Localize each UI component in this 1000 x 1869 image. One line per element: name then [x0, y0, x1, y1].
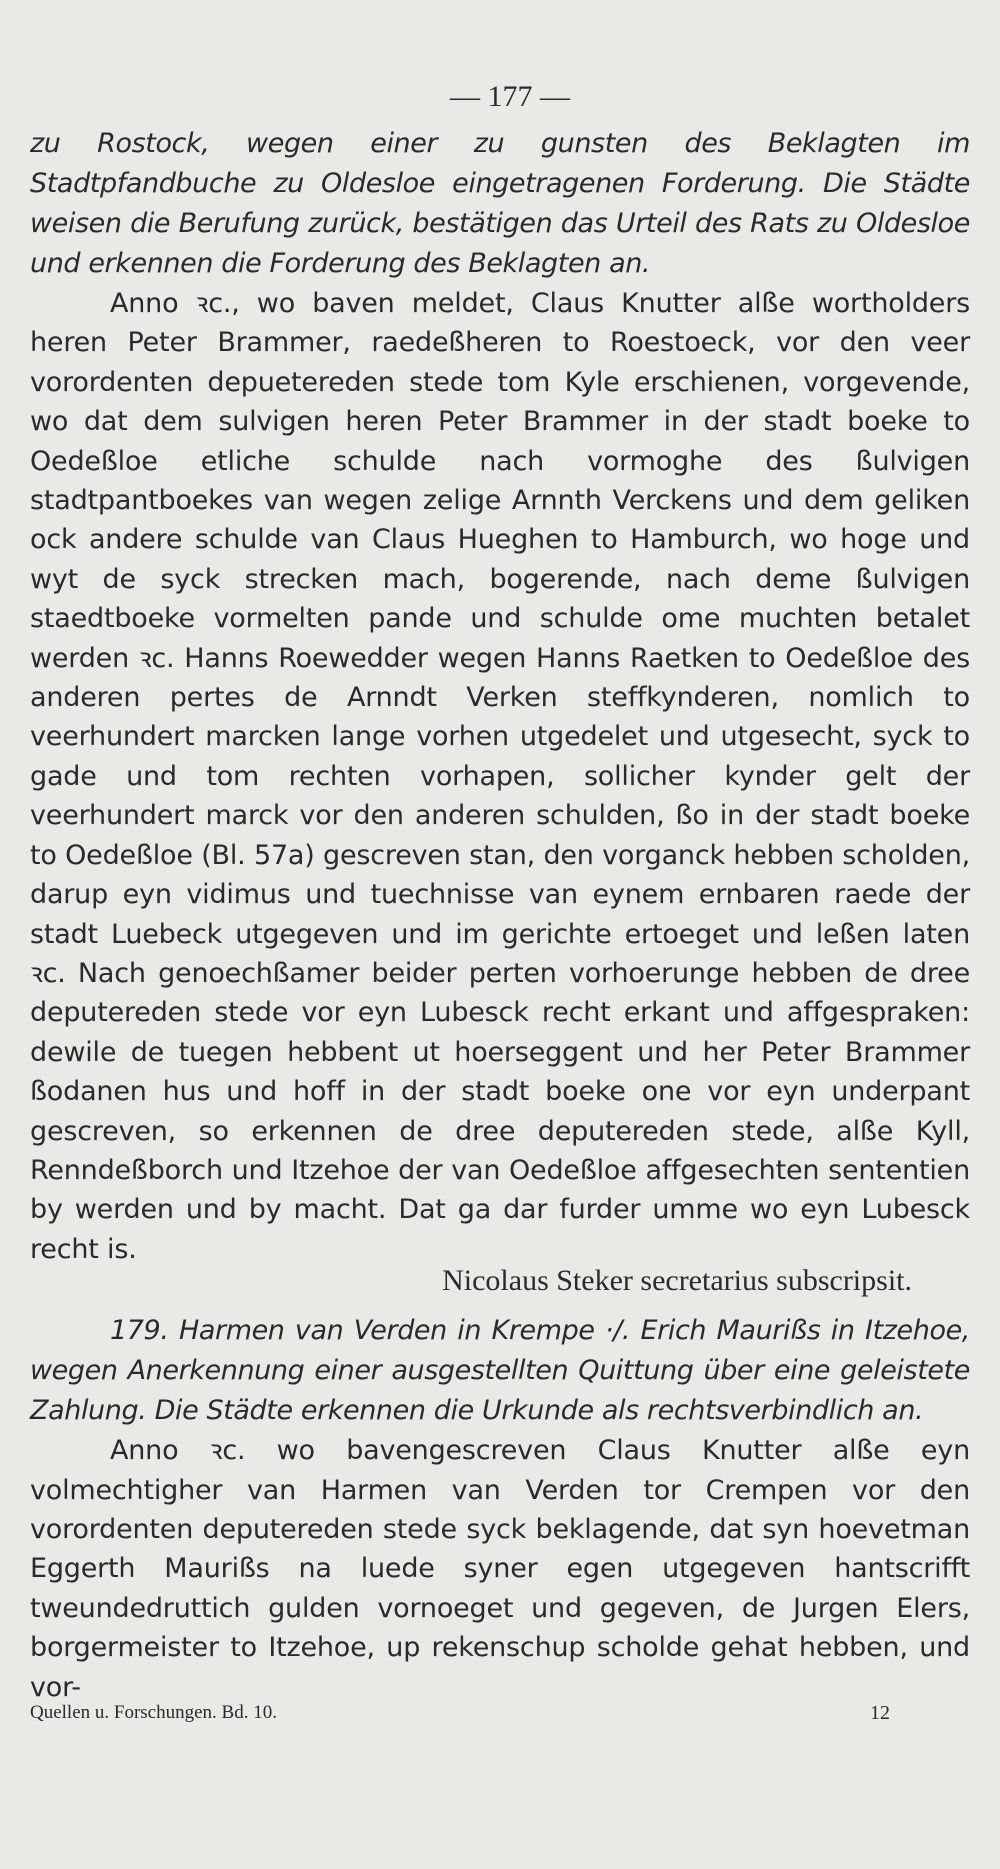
signature: Nicolaus Steker secretarius subscripsit.	[442, 1264, 912, 1298]
entry-178-summary: zu Rostock, wegen einer zu gunsten des Beklagten im Stadtpfandbuche zu Oldesloe eingetragenen Forderung. Die Städte weisen die Berufung zurück, bestätigen das Urteil des Rats zu Oldesloe und erkennen die Forderung des Beklagten an.	[30, 128, 970, 279]
footer-source: Quellen u. Forschungen. Bd. 10.	[30, 1702, 277, 1723]
entry-179-summary: 179. Harmen van Verden in Krempe ·/. Erich Maurißs in Itzehoe, wegen Anerkennung einer ausgestellten Quittung über eine geleistete Zahlung. Die Städte erkennen die Urkunde als rechtsverbindlich an.	[30, 1315, 970, 1427]
entry-gap	[30, 1299, 970, 1311]
entry-179-body: Anno ꝛc. wo bavengescreven Claus Knutter alße eyn volmechtigher van Harmen van Verden tor Crempen vor den vorordenten deputereden stede syck beklagende, dat syn hoevetman Eggerth Maurißs na luede syner egen utgegeven hantscrifft tweundedruttich gulden vornoeget und gegeven, de Jurgen Elers, borgermeister to Itzehoe, up rekenschup scholde gehat hebben, und vor-	[30, 1435, 970, 1703]
footer-sheet-number: 12	[870, 1702, 890, 1724]
page-number: — 177 —	[450, 80, 570, 113]
entry-178-body: Anno ꝛc., wo baven meldet, Claus Knutter alße wortholders heren Peter Brammer, raedeßheren to Roestoeck, vor den veer vorordenten depuetereden stede tom Kyle erschienen, vorgevende, wo dat dem sulvigen heren Peter Brammer in der stadt boeke to Oedeßloe etliche schulde nach vormoghe des ßulvigen stadtpantboekes van wegen zelige Arnnth Verckens und dem geliken ock andere schulde van Claus Hueghen to Hamburch, wo hoge und wyt de syck strecken mach, bogerende, nach deme ßulvigen staedtboeke vormelten pande und schulde ome muchten betalet werden ꝛc. Hanns Roewedder wegen Hanns Raetken to Oedeßloe des anderen pertes de Arnndt Verken steffkynderen, nomlich to veerhundert marcken lange vorhen utgedelet und utgesecht, syck to gade und tom rechten vorhapen, sollicher kynder gelt der veerhundert marck vor den anderen schulden, ßo in der stadt boeke to Oedeßloe (Bl. 57a) gescreven stan, den vorganck hebben scholden, darup eyn vidimus und tuechnisse van eynem ernbaren raede der stadt Luebeck utgegeven und im gerichte ertoeget und leßen laten ꝛc. Nach genoechßamer beider perten vorhoerunge hebben de dree deputereden stede vor eyn Lubesck recht erkant und affgespraken: dewile de tuegen hebbent ut hoerseggent und her Peter Brammer ßodanen hus und hoff in der stadt boeke one vor eyn underpant gescreven, so erkennen de dree deputereden stede, alße Kyll, Renndeßborch und Itzehoe der van Oedeßloe affgesechten sententien by werden und by macht. Dat ga dar furder umme wo eyn Lubesck recht is.	[30, 288, 970, 1265]
document-page	[30, 70, 970, 1707]
page-footer	[30, 1702, 890, 1725]
